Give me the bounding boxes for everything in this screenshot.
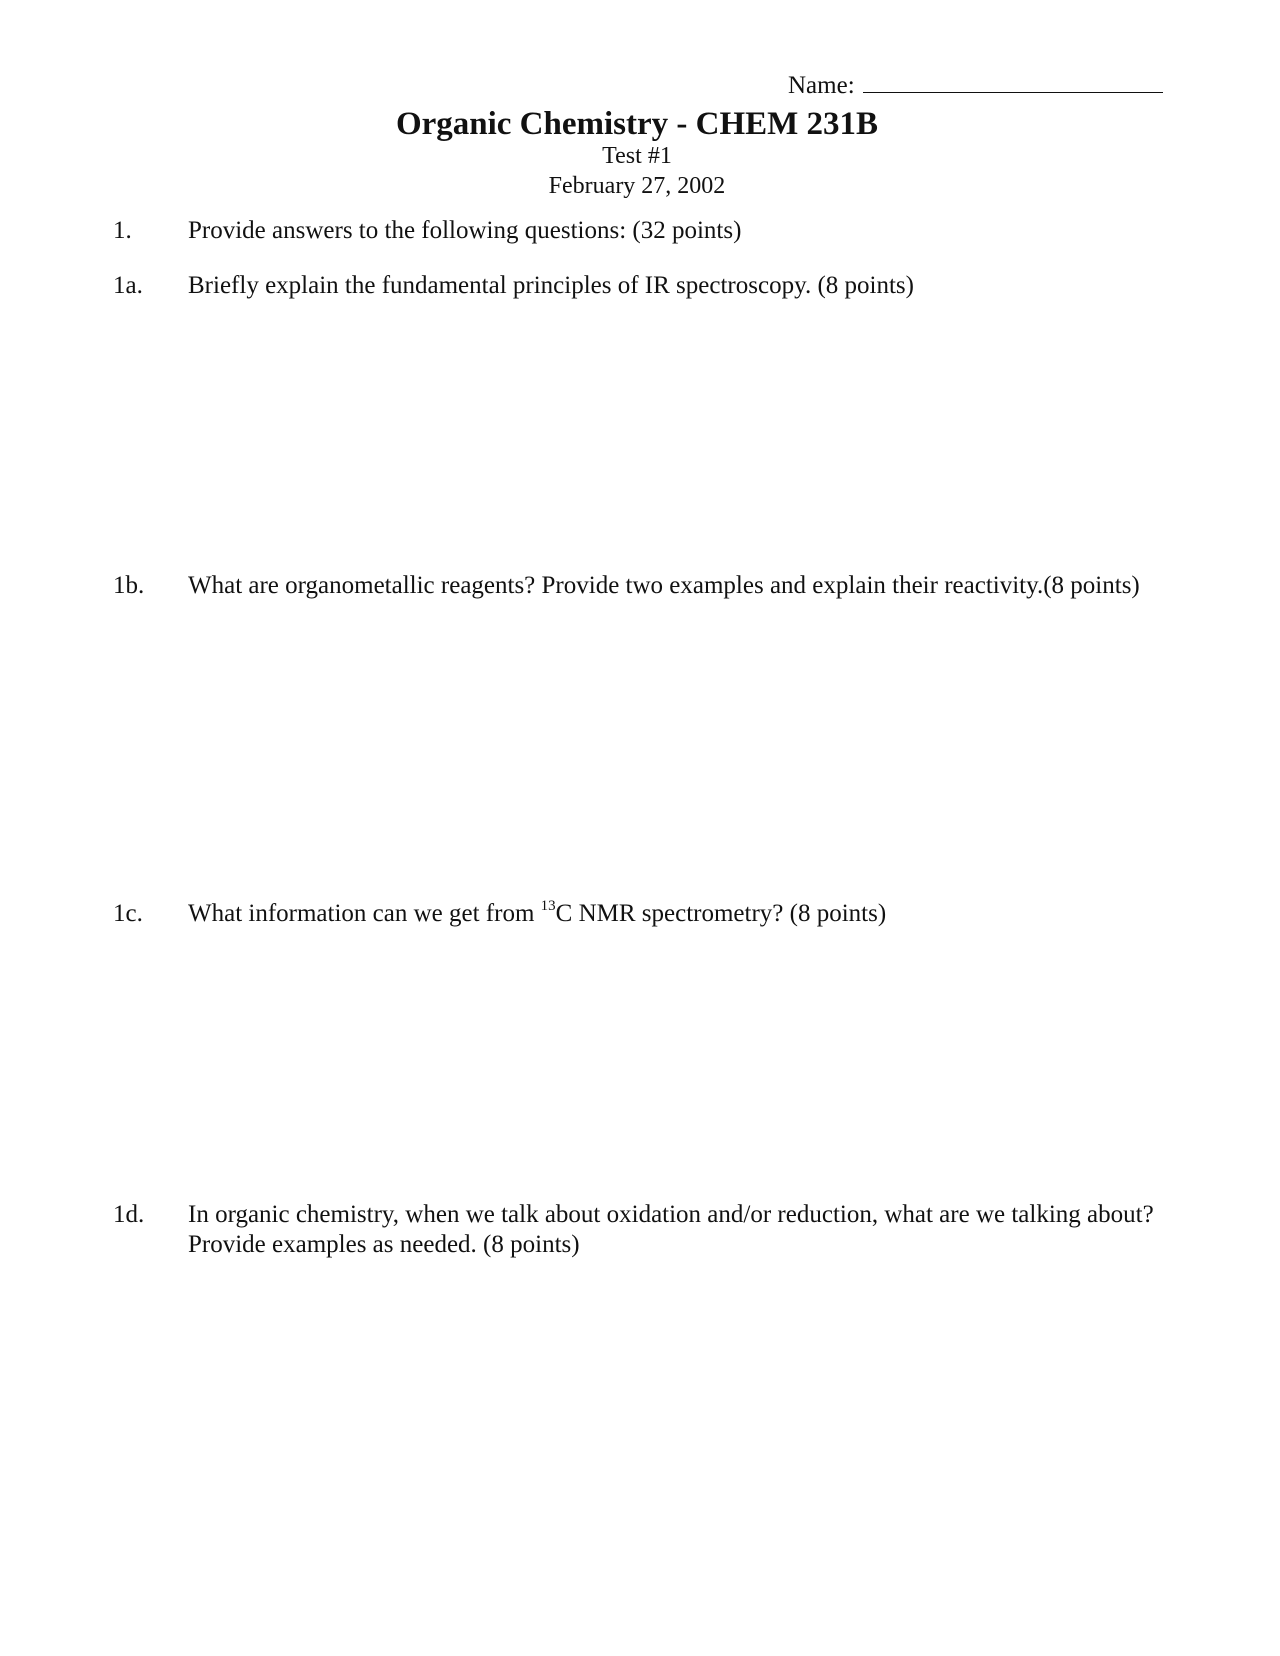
test-number: Test #1 — [602, 143, 672, 169]
question-text — [188, 899, 1280, 929]
question-text: Provide answers to the following questions: (32 points) — [188, 217, 742, 244]
question-text-start: What information can we get from — [188, 900, 541, 927]
question-number: 1b. — [113, 572, 145, 599]
question-text: Briefly explain the fundamental principles of IR spectroscopy. (8 points) — [188, 272, 914, 299]
question-number: 1d. — [113, 1201, 145, 1228]
question-number: 1c. — [113, 900, 143, 927]
page-title: Organic Chemistry - CHEM 231B — [395, 106, 879, 142]
question-text-line-1: In organic chemistry, when we talk about oxidation and/or reduction, what are we talking about? — [188, 1201, 1154, 1228]
question-text: What are organometallic reagents? Provide two examples and explain their reactivity.(8 points) — [188, 572, 1140, 599]
question-text-line-2: Provide examples as needed. (8 points) — [188, 1231, 580, 1258]
question-text-end: C NMR spectrometry? (8 points) — [555, 900, 887, 927]
test-date: February 27, 2002 — [548, 173, 726, 199]
question-number: 1. — [113, 217, 132, 244]
question-text — [188, 1200, 1280, 1260]
name-blank-line[interactable] — [863, 72, 1163, 93]
name-label: Name: — [788, 72, 855, 99]
name-field — [788, 72, 1163, 100]
question-number: 1a. — [113, 272, 143, 299]
isotope-superscript: 13 — [540, 897, 556, 914]
